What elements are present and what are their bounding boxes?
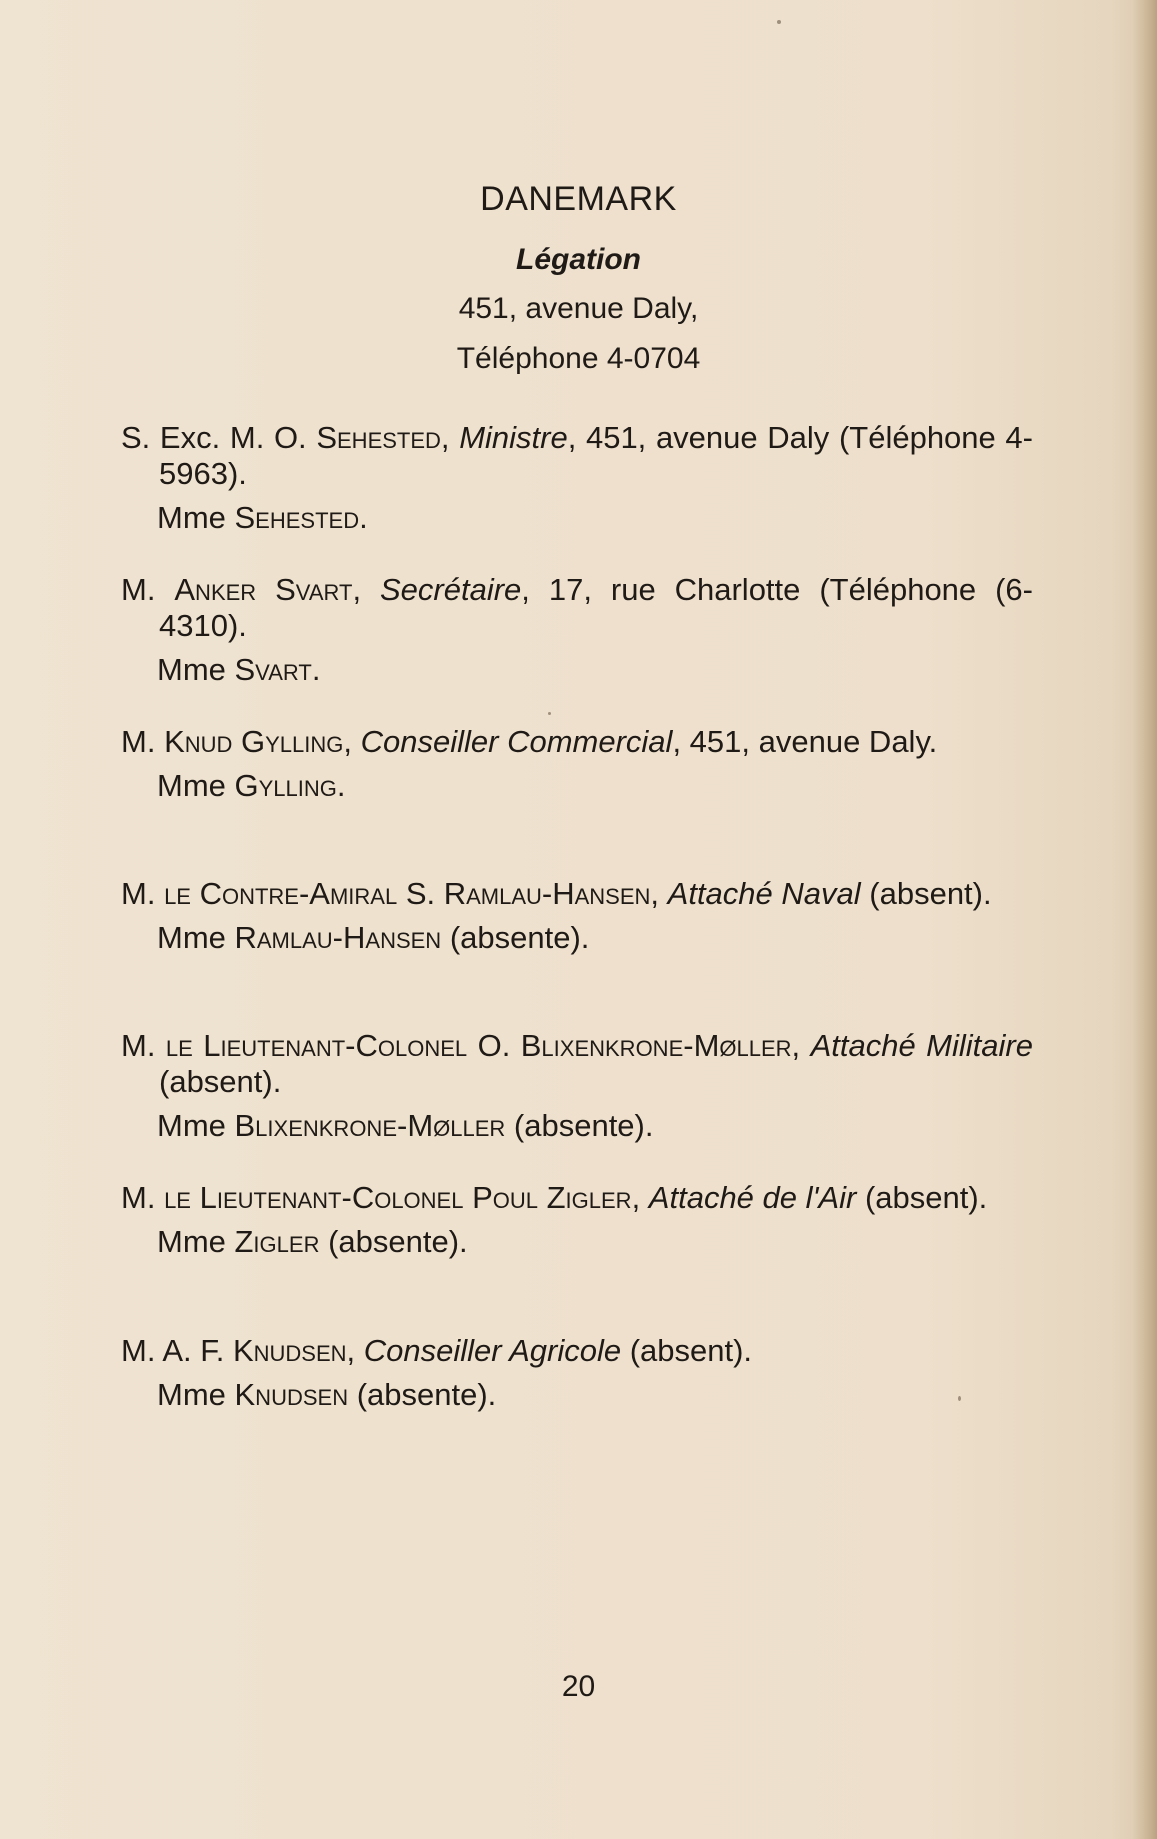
spouse-name: Gylling: [234, 768, 337, 803]
print-speck: [958, 1396, 961, 1401]
title-prefix: S. Exc. M. O.: [121, 420, 317, 455]
legation-heading: Légation: [516, 243, 641, 276]
spouse-details: (absente).: [348, 1377, 497, 1412]
diplomat-entry: [121, 1028, 1033, 1144]
spouse-name: Sehested: [234, 500, 360, 535]
diplomat-details: (absent).: [621, 1333, 753, 1368]
diplomat-role: Conseiller Commercial: [360, 724, 673, 759]
diplomat-details: (absent).: [159, 1064, 282, 1099]
diplomat-name: Knudsen: [232, 1333, 347, 1368]
spouse-name: Ramlau-Hansen: [234, 920, 442, 955]
diplomat-details: , 17, rue Charlotte (Téléphone (6-4310).: [159, 572, 1033, 643]
separator: ,: [352, 572, 380, 607]
diplomat-role: Conseiller Agricole: [363, 1333, 622, 1368]
spouse-line: [157, 768, 1033, 804]
diplomat-details: (absent).: [860, 876, 992, 911]
print-speck: [548, 712, 551, 715]
spouse-name: Knudsen: [234, 1377, 349, 1412]
spouse-name: Svart: [234, 652, 312, 687]
diplomat-line: [121, 1333, 1033, 1369]
separator: ,: [631, 1180, 649, 1215]
diplomat-name: Knud Gylling: [164, 724, 344, 759]
diplomat-name: le Lieutenant-Colonel Poul Zigler: [164, 1180, 632, 1215]
title-prefix: M.: [121, 1028, 166, 1063]
spouse-line: [157, 500, 1033, 536]
spouse-prefix: Mme: [157, 1377, 235, 1412]
diplomat-entry: [121, 876, 1033, 956]
title-prefix: M.: [121, 572, 175, 607]
diplomat-role: Secrétaire: [380, 572, 522, 607]
spouse-details: (absente).: [441, 920, 590, 955]
spouse-prefix: Mme: [157, 1108, 235, 1143]
diplomat-name: Anker Svart: [174, 572, 353, 607]
print-speck: [777, 20, 781, 24]
diplomat-role: Ministre: [459, 420, 568, 455]
title-prefix: M.: [121, 876, 165, 911]
diplomat-line: [121, 420, 1033, 492]
separator: ,: [440, 420, 460, 455]
spouse-name: Blixenkrone-Møller: [234, 1108, 506, 1143]
spouse-line: [157, 920, 1033, 956]
title-prefix: M.: [121, 1180, 165, 1215]
spouse-line: [157, 652, 1033, 688]
spouse-line: [157, 1377, 1033, 1413]
separator: ,: [650, 876, 668, 911]
separator: ,: [343, 724, 361, 759]
spouse-details: (absente).: [505, 1108, 654, 1143]
diplomat-name: Sehested: [316, 420, 441, 455]
diplomat-name: le Contre-Amiral S. Ramlau-Hansen: [164, 876, 651, 911]
spouse-prefix: Mme: [157, 1224, 235, 1259]
spouse-line: [157, 1224, 1033, 1260]
spouse-prefix: Mme: [157, 500, 235, 535]
separator: ,: [346, 1333, 364, 1368]
spouse-details: .: [311, 652, 321, 687]
diplomat-entry: [121, 420, 1033, 536]
spouse-details: .: [336, 768, 346, 803]
spouse-prefix: Mme: [157, 768, 235, 803]
diplomat-line: [121, 1028, 1033, 1100]
diplomat-line: [121, 724, 1033, 760]
diplomat-line: [121, 1180, 1033, 1216]
diplomat-details: , 451, avenue Daly.: [672, 724, 938, 759]
diplomat-line: [121, 876, 1033, 912]
diplomat-line: [121, 572, 1033, 644]
diplomat-entry: [121, 1333, 1033, 1413]
title-prefix: M. A. F.: [121, 1333, 233, 1368]
spouse-name: Zigler: [234, 1224, 320, 1259]
diplomat-entry: [121, 724, 1033, 804]
diplomat-entry: [121, 1180, 1033, 1260]
spouse-details: .: [359, 500, 368, 535]
spouse-line: [157, 1108, 1033, 1144]
page-number: 20: [561, 1670, 596, 1703]
diplomat-role: Attaché Naval: [667, 876, 861, 911]
spouse-prefix: Mme: [157, 920, 235, 955]
spouse-details: (absente).: [319, 1224, 468, 1259]
title-prefix: M.: [121, 724, 165, 759]
country-title: DANEMARK: [480, 180, 677, 218]
diplomat-details: , 451, avenue Daly (Téléphone 4-5963).: [159, 420, 1033, 491]
diplomat-name: le Lieutenant-Colonel O. Blixenkrone-Møller: [165, 1028, 792, 1063]
diplomat-role: Attaché de l'Air: [648, 1180, 857, 1215]
spouse-prefix: Mme: [157, 652, 235, 687]
diplomat-details: (absent).: [856, 1180, 988, 1215]
legation-address: 451, avenue Daly,: [458, 292, 699, 325]
separator: ,: [791, 1028, 811, 1063]
diplomat-entry: [121, 572, 1033, 688]
legation-phone: Téléphone 4-0704: [456, 342, 701, 375]
diplomat-role: Attaché Militaire: [810, 1028, 1033, 1063]
